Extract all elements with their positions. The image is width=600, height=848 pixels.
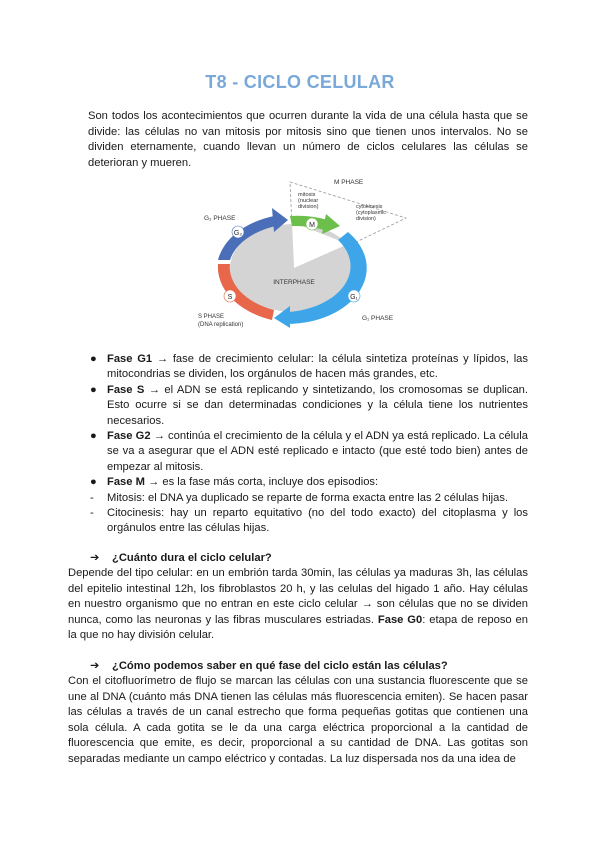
- list-item: [88, 475, 528, 490]
- bullet: ●: [90, 353, 97, 365]
- bullet: ●: [90, 476, 97, 489]
- phase-text: → el ADN se está replicando y sintetizando, los cromosomas se duplican. Esto ocurre si se dan determinadas condiciones y la célula tiene los nutrientes necesarios.: [107, 383, 529, 427]
- list-item: [88, 429, 528, 475]
- list-item: [88, 352, 528, 383]
- paragraph-text: Depende del tipo celular: en un embrión tarda 30min, las células ya maduras 3h, las células del epitelio intestinal 12h, los fibroblastos 20 h, y las celulas del higado 1 año. Hay células en nuestro organismo que no entran en este ciclo celular → son células que no se dividen nunca, como las neuronas y las fibras musculares estriadas.: [68, 567, 528, 626]
- intro-paragraph: Son todos los acontecimientos que ocurren durante la vida de una célula hasta que se divide: las células no van mitosis por mitosis sino que tienen unos intervalos. No se dividen eternamente, cuando llevan un número de ciclos celulares las células se deterioran y mueren.: [88, 110, 528, 169]
- question-heading-duration: [88, 551, 272, 564]
- phase-text: → es la fase más corta, incluye dos episodios:: [144, 476, 379, 489]
- paragraph-tail: : etapa de reposo en la que no hay división celular.: [68, 613, 528, 642]
- mitosis-label-3: division): [298, 204, 319, 210]
- question-heading-phase-detection: [88, 659, 448, 672]
- bullet: ●: [90, 430, 97, 443]
- g1-phase-label: G₁ PHASE: [362, 315, 394, 322]
- phase-text: → continúa el crecimiento de la célula y el ADN ya está replicado. La célula se va a asegurar que el ADN esté replicado e intacto (que esté todo bien) antes de empezar al mitosis.: [107, 430, 528, 473]
- question-text: ¿Cuánto dura el ciclo celular?: [112, 552, 272, 564]
- list-item: [88, 383, 528, 429]
- phase-list: [88, 352, 528, 537]
- duration-paragraph: [68, 566, 528, 644]
- page-title: T8 - CICLO CELULAR: [205, 72, 395, 92]
- phase-term: Fase S: [107, 383, 145, 396]
- g2-label: G₂: [233, 230, 243, 237]
- interphase-label: INTERPHASE: [273, 279, 315, 286]
- list-item: [88, 506, 528, 537]
- cytometry-paragraph: Con el citofluorímetro de flujo se marcan las células con una sustancia fluorescente que se une al DNA (cuánto más DNA tienen las células más fluorescencia emiten). Se hacen pasar las células a través de un canal estrecho que forma pequeñas gotitas que contienen una sola célula. A cada gotita se le da una carga eléctrica proporcional a la cantidad de fluorescencia que emite, es decir, proporcional a su cantidad de DNA. Las gotitas son separadas mediante un campo eléctrico y contadas. La luz dispersada nos da una idea de: [68, 675, 528, 765]
- phase-text: Citocinesis: hay un reparto equitativo (no del todo exacto) del citoplasma y los orgánulos entre las células hijas.: [107, 507, 528, 535]
- phase-term: Fase G2: [107, 430, 151, 443]
- s-phase-label-2: (DNA replication): [198, 322, 244, 328]
- s-phase-label-1: S PHASE: [198, 314, 225, 320]
- mitosis-label-2: (nuclear: [298, 198, 319, 204]
- question-text: ¿Cómo podemos saber en qué fase del ciclo están las células?: [112, 660, 448, 672]
- s-label: S: [227, 294, 233, 301]
- cytokinesis-label-1: cytokinesis: [356, 204, 383, 210]
- bullet: ●: [90, 383, 97, 396]
- arrow-icon: ➔: [90, 660, 100, 672]
- g2-phase-label: G₂ PHASE: [204, 215, 236, 222]
- arrow-icon: ➔: [90, 552, 100, 564]
- dash-bullet: -: [90, 507, 94, 520]
- g1-label: G₁: [350, 294, 358, 301]
- cell-cycle-diagram: [178, 176, 418, 336]
- phase-term: Fase M: [107, 476, 145, 489]
- m-phase-label: M PHASE: [334, 179, 364, 186]
- phase-text: → fase de crecimiento celular: la célula sintetiza proteínas y lípidos, las mitocondrias se dividen, los orgánulos de hacen más grandes, etc.: [107, 353, 528, 381]
- phase-term: Fase G0: [377, 613, 423, 626]
- list-item: [88, 491, 528, 506]
- phase-text: Mitosis: el DNA ya duplicado se reparte de forma exacta entre las 2 células hijas.: [107, 491, 509, 504]
- cytokinesis-label-3: division): [356, 216, 376, 222]
- m-label: M: [309, 222, 315, 229]
- mitosis-label-1: mitosis: [298, 192, 316, 198]
- cytokinesis-label-2: (cytoplasmic: [356, 210, 386, 216]
- dash-bullet: -: [90, 491, 94, 504]
- phase-term: Fase G1: [107, 353, 153, 365]
